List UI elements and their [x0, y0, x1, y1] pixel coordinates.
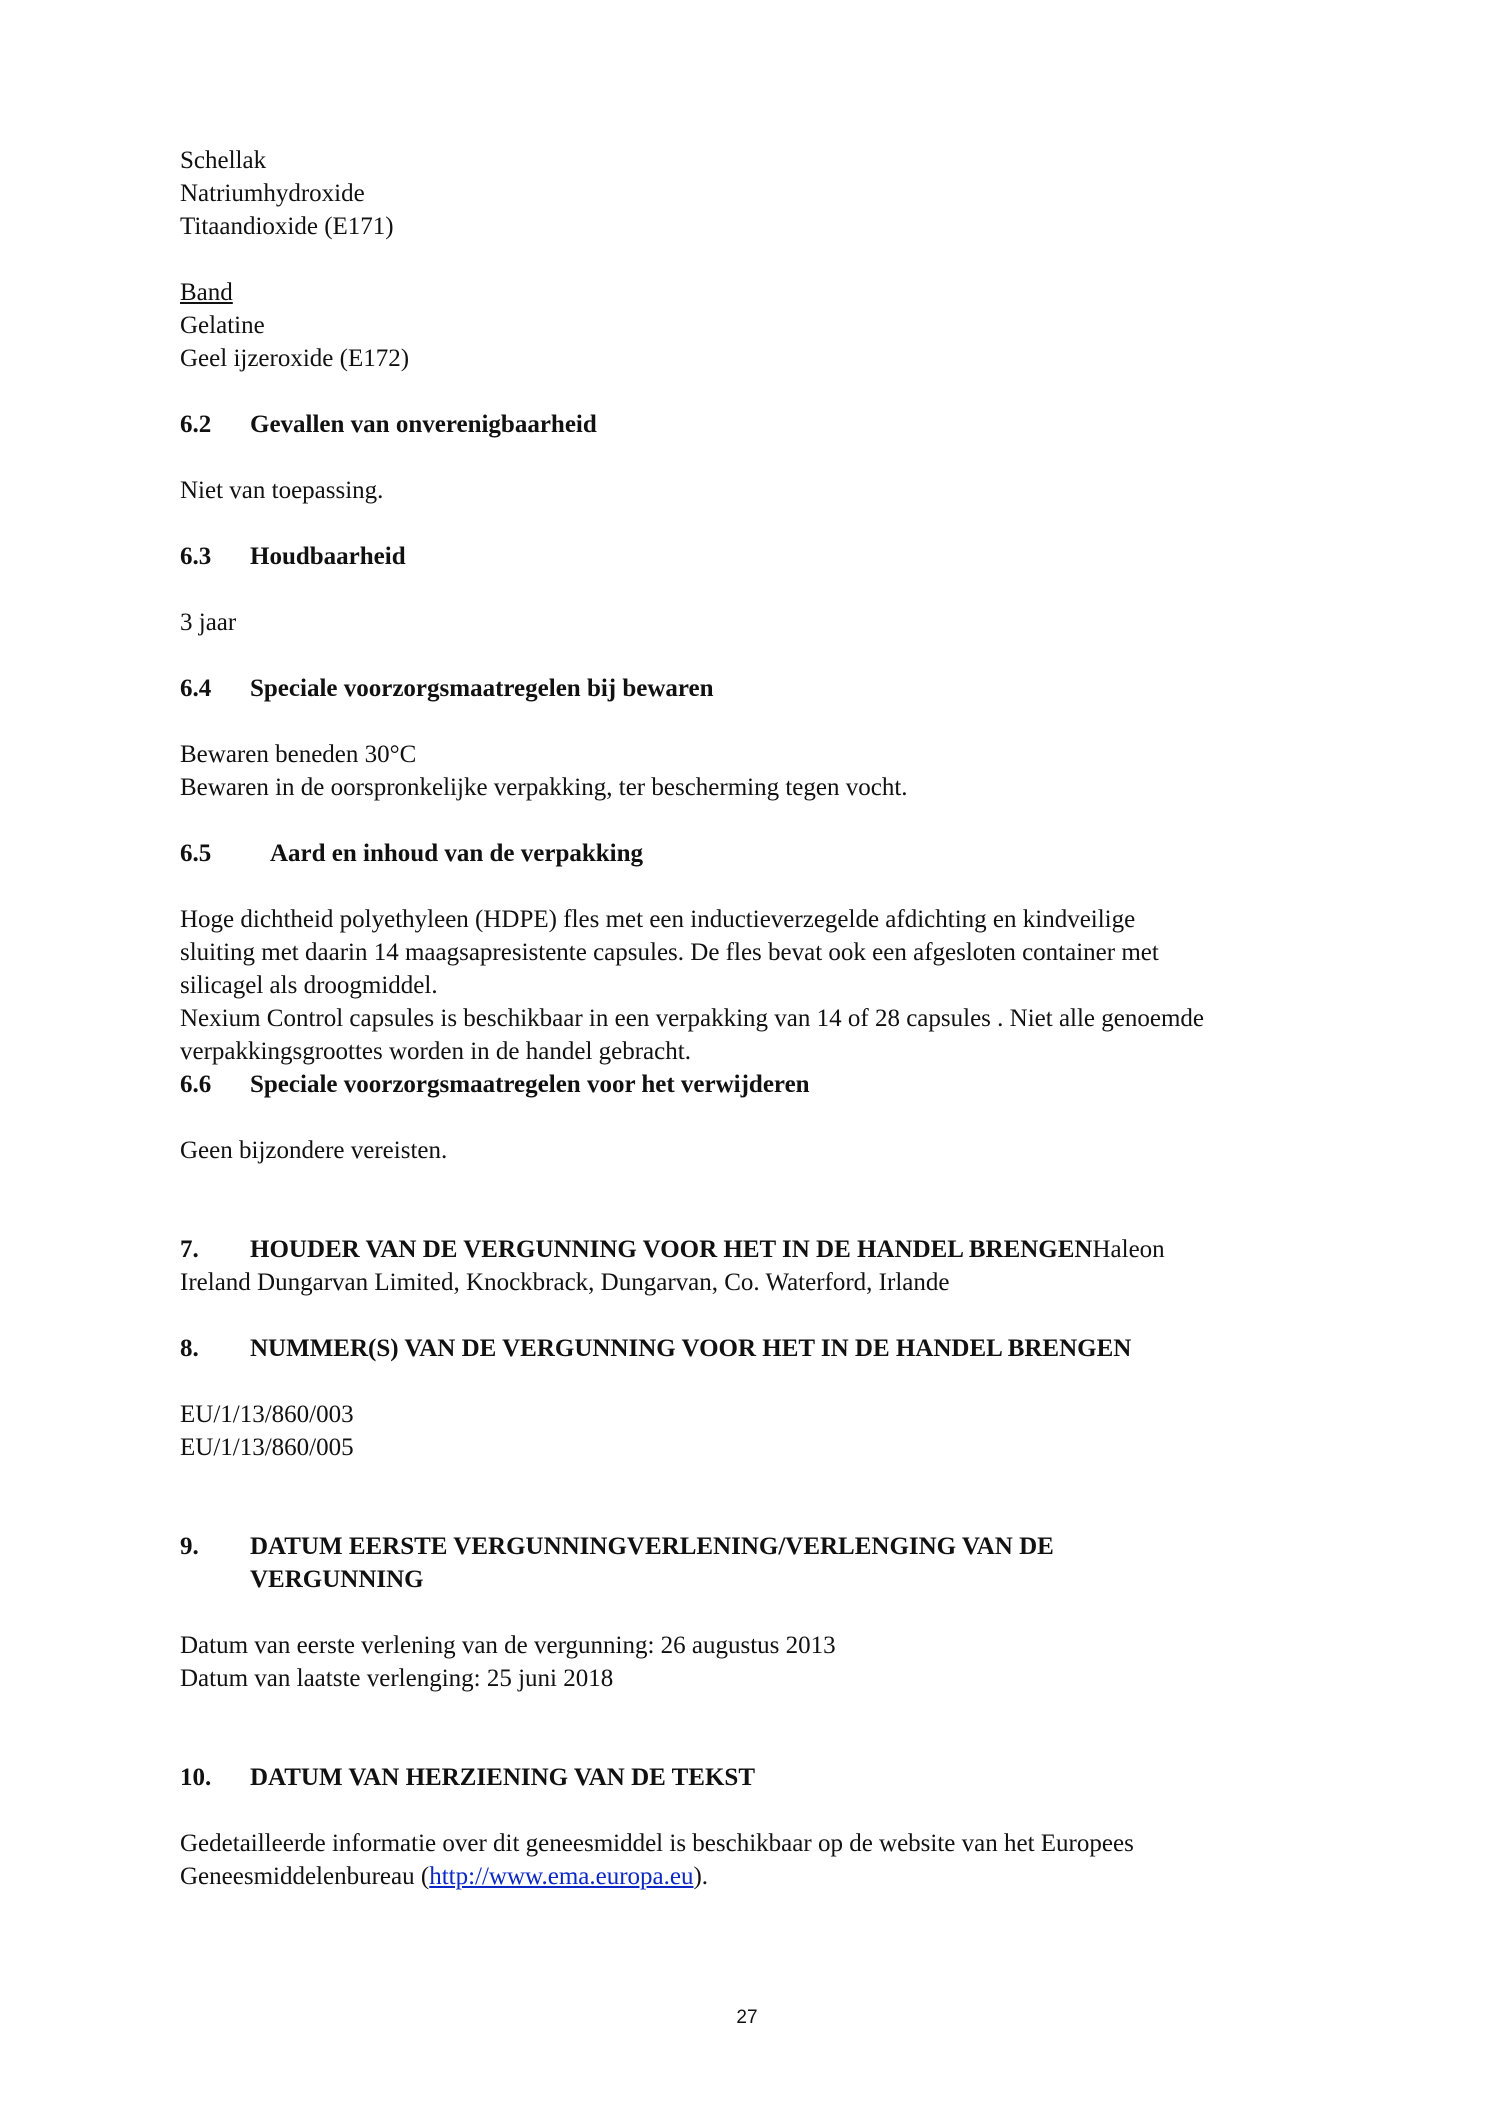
section-text: [180, 1860, 1360, 1893]
holder-name-start: Haleon: [1092, 1236, 1165, 1263]
holder-address: Ireland Dungarvan Limited, Knockbrack, Dungarvan, Co. Waterford, Irlande: [180, 1269, 950, 1296]
section-number: 9.: [180, 1533, 199, 1560]
section-text: Geen bijzondere vereisten.: [180, 1137, 448, 1164]
section-heading-8: [180, 1332, 1360, 1365]
section-heading-10: [180, 1761, 1360, 1794]
section-title: DATUM VAN HERZIENING VAN DE TEKST: [250, 1764, 755, 1791]
section-heading-6-5: [180, 837, 1360, 870]
section-number: 10.: [180, 1764, 212, 1791]
section-text: Gedetailleerde informatie over dit geneesmiddel is beschikbaar op de website van het Europees: [180, 1830, 1134, 1857]
section-heading-6-4: [180, 672, 1360, 705]
section-number: 6.5: [180, 840, 212, 867]
section-text: 3 jaar: [180, 609, 237, 636]
section-title: DATUM EERSTE VERGUNNINGVERLENING/VERLENGING VAN DE: [250, 1533, 1054, 1560]
section-number: 7.: [180, 1236, 199, 1263]
ingredient-line: Natriumhydroxide: [180, 180, 365, 207]
section-number: 6.2: [180, 411, 212, 438]
section-text: Bewaren beneden 30°C: [180, 741, 417, 768]
section-text: Bewaren in de oorspronkelijke verpakking, ter bescherming tegen vocht.: [180, 774, 908, 801]
section-text: Nexium Control capsules is beschikbaar in een verpakking van 14 of 28 capsules . Niet alle genoemde: [180, 1005, 1205, 1032]
section-title: Speciale voorzorgsmaatregelen bij bewaren: [250, 675, 714, 702]
ingredient-line: Schellak: [180, 147, 267, 174]
section-text: verpakkingsgroottes worden in de handel gebracht.: [180, 1038, 691, 1065]
section-number: 6.4: [180, 675, 212, 702]
section-heading-6-2: [180, 408, 1360, 441]
section-heading-6-6: [180, 1068, 1360, 1101]
text-after-link: ).: [693, 1863, 709, 1890]
license-number: EU/1/13/860/005: [180, 1434, 354, 1461]
section-title: Speciale voorzorgsmaatregelen voor het verwijderen: [250, 1071, 810, 1098]
section-title: Aard en inhoud van de verpakking: [270, 840, 644, 867]
document-page: [180, 144, 1360, 1893]
section-title: Houdbaarheid: [250, 543, 406, 570]
section-text: Datum van eerste verlening van de vergunning: 26 augustus 2013: [180, 1632, 836, 1659]
ingredient-line: Geel ijzeroxide (E172): [180, 345, 410, 372]
section-heading-6-3: [180, 540, 1360, 573]
section-text: sluiting met daarin 14 maagsapresistente capsules. De fles bevat ook een afgesloten container met: [180, 939, 1159, 966]
license-number: EU/1/13/860/003: [180, 1401, 354, 1428]
section-number: 6.6: [180, 1071, 212, 1098]
ema-website-link[interactable]: http://www.ema.europa.eu: [429, 1863, 694, 1890]
section-title: NUMMER(S) VAN DE VERGUNNING VOOR HET IN DE HANDEL BRENGEN: [250, 1335, 1132, 1362]
section-text: Datum van laatste verlenging: 25 juni 2018: [180, 1665, 614, 1692]
section-number: 8.: [180, 1335, 199, 1362]
section-number: 6.3: [180, 543, 212, 570]
ingredient-line: Gelatine: [180, 312, 265, 339]
band-subheading: Band: [180, 279, 233, 306]
ingredient-line: Titaandioxide (E171): [180, 213, 394, 240]
section-heading-9: [180, 1530, 1360, 1563]
section-title: Gevallen van onverenigbaarheid: [250, 411, 597, 438]
text-before-link: Geneesmiddelenbureau (: [180, 1863, 430, 1890]
section-text: Hoge dichtheid polyethyleen (HDPE) fles met een inductieverzegelde afdichting en kindveilige: [180, 906, 1136, 933]
section-title-continued: VERGUNNING: [250, 1566, 424, 1593]
section-heading-7: [180, 1233, 1360, 1266]
page-number: 27: [736, 2007, 758, 2028]
section-text: Niet van toepassing.: [180, 477, 384, 504]
section-text: silicagel als droogmiddel.: [180, 972, 438, 999]
section-title: HOUDER VAN DE VERGUNNING VOOR HET IN DE HANDEL BRENGEN: [250, 1236, 1093, 1263]
